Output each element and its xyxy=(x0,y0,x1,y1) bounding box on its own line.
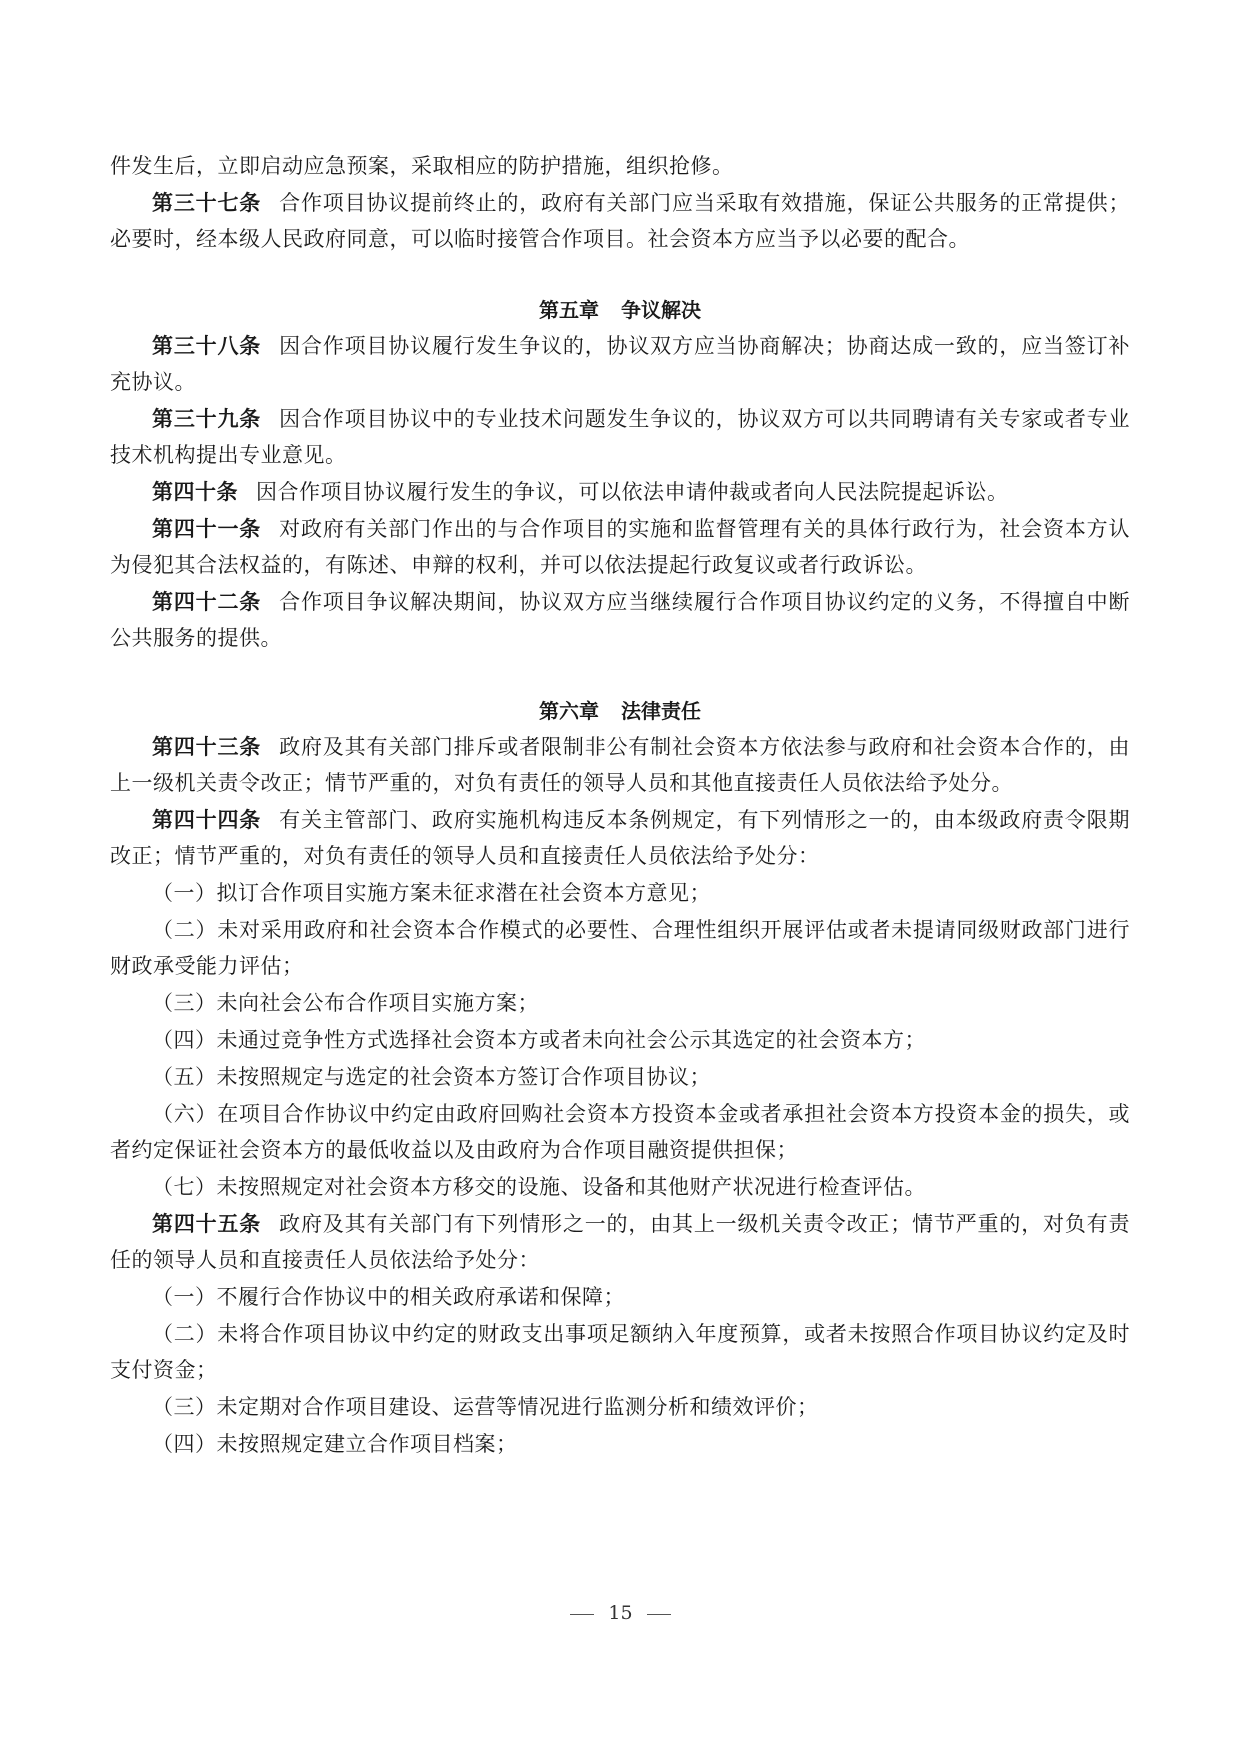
article-number: 第四十三条 xyxy=(152,735,262,759)
chapter-title: 法律责任 xyxy=(621,699,701,723)
article-44 xyxy=(110,802,1130,874)
article-number: 第三十九条 xyxy=(152,407,262,431)
chapter-number: 第六章 xyxy=(539,699,599,723)
article-number: 第四十一条 xyxy=(152,517,262,541)
list-item: （二）未将合作项目协议中约定的财政支出事项足额纳入年度预算，或者未按照合作项目协议约定及时支付资金； xyxy=(110,1322,1130,1382)
article-39 xyxy=(110,401,1130,473)
page-number: 15 xyxy=(608,1602,633,1624)
article-number: 第四十条 xyxy=(152,480,238,504)
list-item: （三）未向社会公布合作项目实施方案； xyxy=(152,991,539,1015)
article-number: 第三十七条 xyxy=(152,191,262,215)
list-item: （一）不履行合作协议中的相关政府承诺和保障； xyxy=(152,1285,625,1309)
paragraph-continuation xyxy=(110,148,1130,184)
article-42 xyxy=(110,584,1130,656)
chapter-heading-5 xyxy=(110,292,1130,328)
article-43 xyxy=(110,729,1130,801)
article-text: 因合作项目协议履行发生的争议，可以依法申请仲裁或者向人民法院提起诉讼。 xyxy=(256,480,1009,504)
document-page xyxy=(110,148,1130,1463)
chapter-number: 第五章 xyxy=(539,298,599,322)
list-item: （五）未按照规定与选定的社会资本方签订合作项目协议； xyxy=(152,1065,711,1089)
list-item: （二）未对采用政府和社会资本合作模式的必要性、合理性组织开展评估或者未提请同级财政部门进行财政承受能力评估； xyxy=(110,918,1130,978)
article-37 xyxy=(110,185,1130,257)
paragraph-text: 件发生后，立即启动应急预案，采取相应的防护措施，组织抢修。 xyxy=(110,154,734,178)
list-item: （七）未按照规定对社会资本方移交的设施、设备和其他财产状况进行检查评估。 xyxy=(152,1175,926,1199)
dash-decoration xyxy=(570,1614,594,1615)
article-40 xyxy=(110,474,1130,510)
article-text: 合作项目协议提前终止的，政府有关部门应当采取有效措施，保证公共服务的正常提供；必要时，经本级人民政府同意，可以临时接管合作项目。社会资本方应当予以必要的配合。 xyxy=(110,191,1131,251)
article-text: 对政府有关部门作出的与合作项目的实施和监督管理有关的具体行政行为，社会资本方认为侵犯其合法权益的，有陈述、申辩的权利，并可以依法提起行政复议或者行政诉讼。 xyxy=(110,517,1131,577)
article-text: 政府及其有关部门有下列情形之一的，由其上一级机关责令改正；情节严重的，对负有责任的领导人员和直接责任人员依法给予处分： xyxy=(110,1212,1131,1272)
list-item: （四）未通过竞争性方式选择社会资本方或者未向社会公示其选定的社会资本方； xyxy=(152,1028,926,1052)
list-item: （三）未定期对合作项目建设、运营等情况进行监测分析和绩效评价； xyxy=(152,1395,819,1419)
article-41 xyxy=(110,511,1130,583)
article-45 xyxy=(110,1206,1130,1278)
article-number: 第四十四条 xyxy=(152,808,262,832)
article-number: 第四十二条 xyxy=(152,590,262,614)
article-number: 第三十八条 xyxy=(152,334,262,358)
page-footer xyxy=(0,1602,1241,1624)
article-text: 合作项目争议解决期间，协议双方应当继续履行合作项目协议约定的义务，不得擅自中断公共服务的提供。 xyxy=(110,590,1131,650)
chapter-heading-6 xyxy=(110,693,1130,729)
list-item: （一）拟订合作项目实施方案未征求潜在社会资本方意见； xyxy=(152,881,711,905)
article-text: 因合作项目协议履行发生争议的，协议双方应当协商解决；协商达成一致的，应当签订补充协议。 xyxy=(110,334,1131,394)
article-number: 第四十五条 xyxy=(152,1212,262,1236)
chapter-title: 争议解决 xyxy=(621,298,701,322)
article-38 xyxy=(110,328,1130,400)
article-text: 因合作项目协议中的专业技术问题发生争议的，协议双方可以共同聘请有关专家或者专业技术机构提出专业意见。 xyxy=(110,407,1131,467)
list-item: （四）未按照规定建立合作项目档案； xyxy=(152,1432,518,1456)
dash-decoration xyxy=(647,1614,671,1615)
list-item: （六）在项目合作协议中约定由政府回购社会资本方投资本金或者承担社会资本方投资本金的损失，或者约定保证社会资本方的最低收益以及由政府为合作项目融资提供担保； xyxy=(110,1102,1130,1162)
article-text: 有关主管部门、政府实施机构违反本条例规定，有下列情形之一的，由本级政府责令限期改正；情节严重的，对负有责任的领导人员和直接责任人员依法给予处分： xyxy=(110,808,1131,868)
article-text: 政府及其有关部门排斥或者限制非公有制社会资本方依法参与政府和社会资本合作的，由上一级机关责令改正；情节严重的，对负有责任的领导人员和其他直接责任人员依法给予处分。 xyxy=(110,735,1131,795)
